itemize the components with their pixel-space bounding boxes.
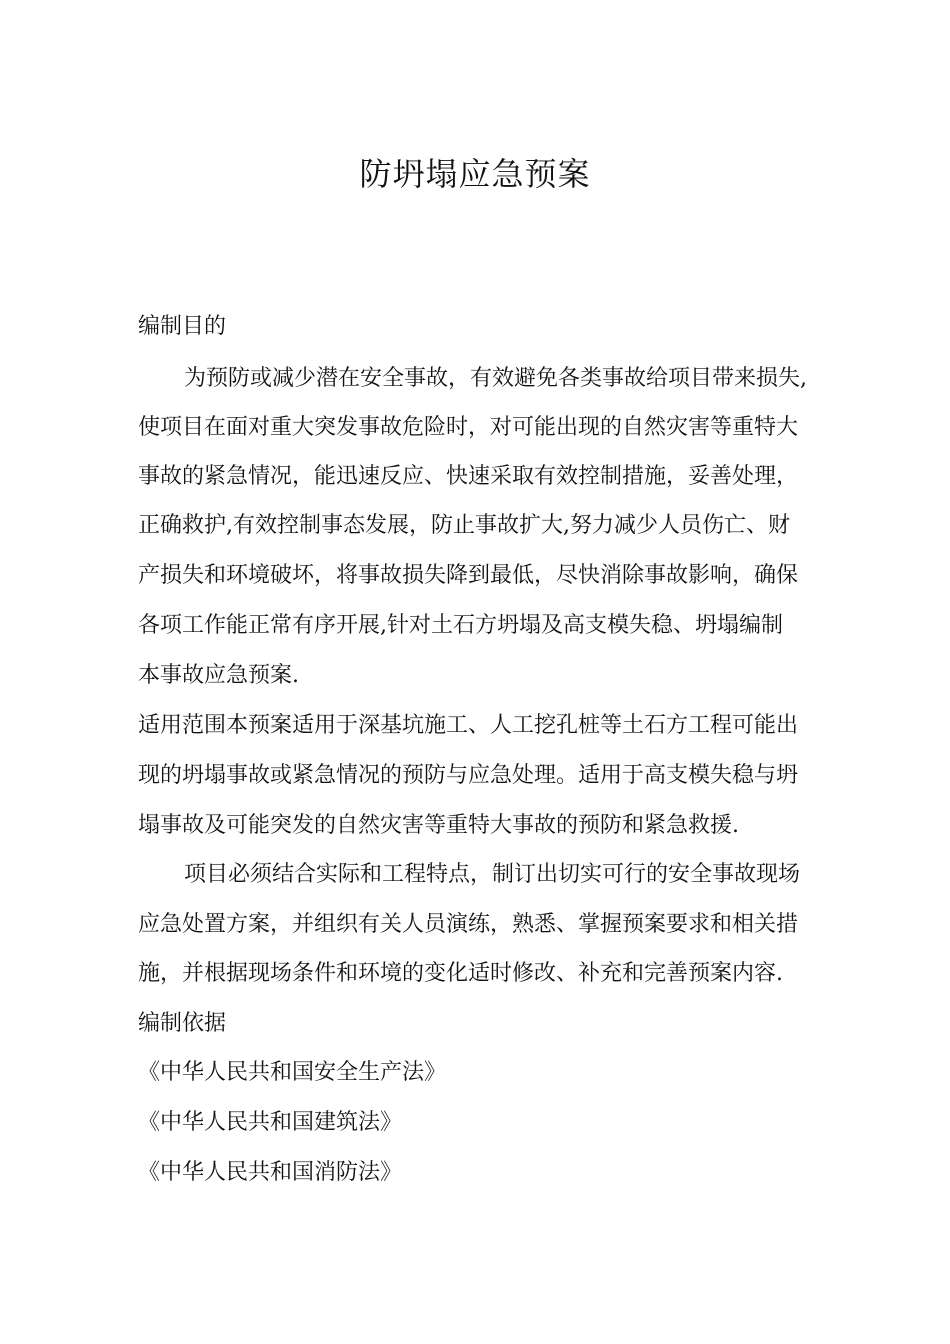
paragraph-line: 为预防或减少潜在安全事故，有效避免各类事故给项目带来损失, — [184, 366, 807, 391]
paragraph-line: 现的坍塌事故或紧急情况的预防与应急处理。适用于高支模失稳与坍 — [138, 763, 799, 788]
paragraph-line: 应急处置方案，并组织有关人员演练，熟悉、掌握预案要求和相关措 — [138, 912, 799, 937]
section-heading-basis: 编制依据 — [138, 1011, 227, 1036]
paragraph-line: 项目必须结合实际和工程特点，制订出切实可行的安全事故现场 — [184, 862, 801, 887]
paragraph-line: 适用范围本预案适用于深基坑施工、人工挖孔桩等土石方工程可能出 — [138, 713, 799, 738]
reference-item: 《中华人民共和国建筑法》 — [138, 1110, 403, 1135]
reference-item: 《中华人民共和国消防法》 — [138, 1160, 403, 1185]
paragraph-line: 事故的紧急情况，能迅速反应、快速采取有效控制措施，妥善处理， — [138, 464, 799, 489]
paragraph-line: 施，并根据现场条件和环境的变化适时修改、补充和完善预案内容. — [138, 961, 783, 986]
paragraph-line: 塌事故及可能突发的自然灾害等重特大事故的预防和紧急救援. — [138, 813, 739, 838]
section-heading-purpose: 编制目的 — [138, 314, 227, 339]
document-title: 防坍塌应急预案 — [359, 155, 591, 193]
paragraph-line: 本事故应急预案. — [138, 663, 299, 688]
reference-item: 《中华人民共和国安全生产法》 — [138, 1060, 447, 1085]
paragraph-line: 产损失和环境破坏，将事故损失降到最低，尽快消除事故影响，确保 — [138, 563, 799, 588]
paragraph-line: 正确救护,有效控制事态发展，防止事故扩大,努力减少人员伤亡、财 — [138, 513, 790, 538]
paragraph-line: 使项目在面对重大突发事故危险时，对可能出现的自然灾害等重特大 — [138, 415, 799, 440]
paragraph-line: 各项工作能正常有序开展,针对土石方坍塌及高支模失稳、坍塌编制 — [138, 613, 783, 638]
